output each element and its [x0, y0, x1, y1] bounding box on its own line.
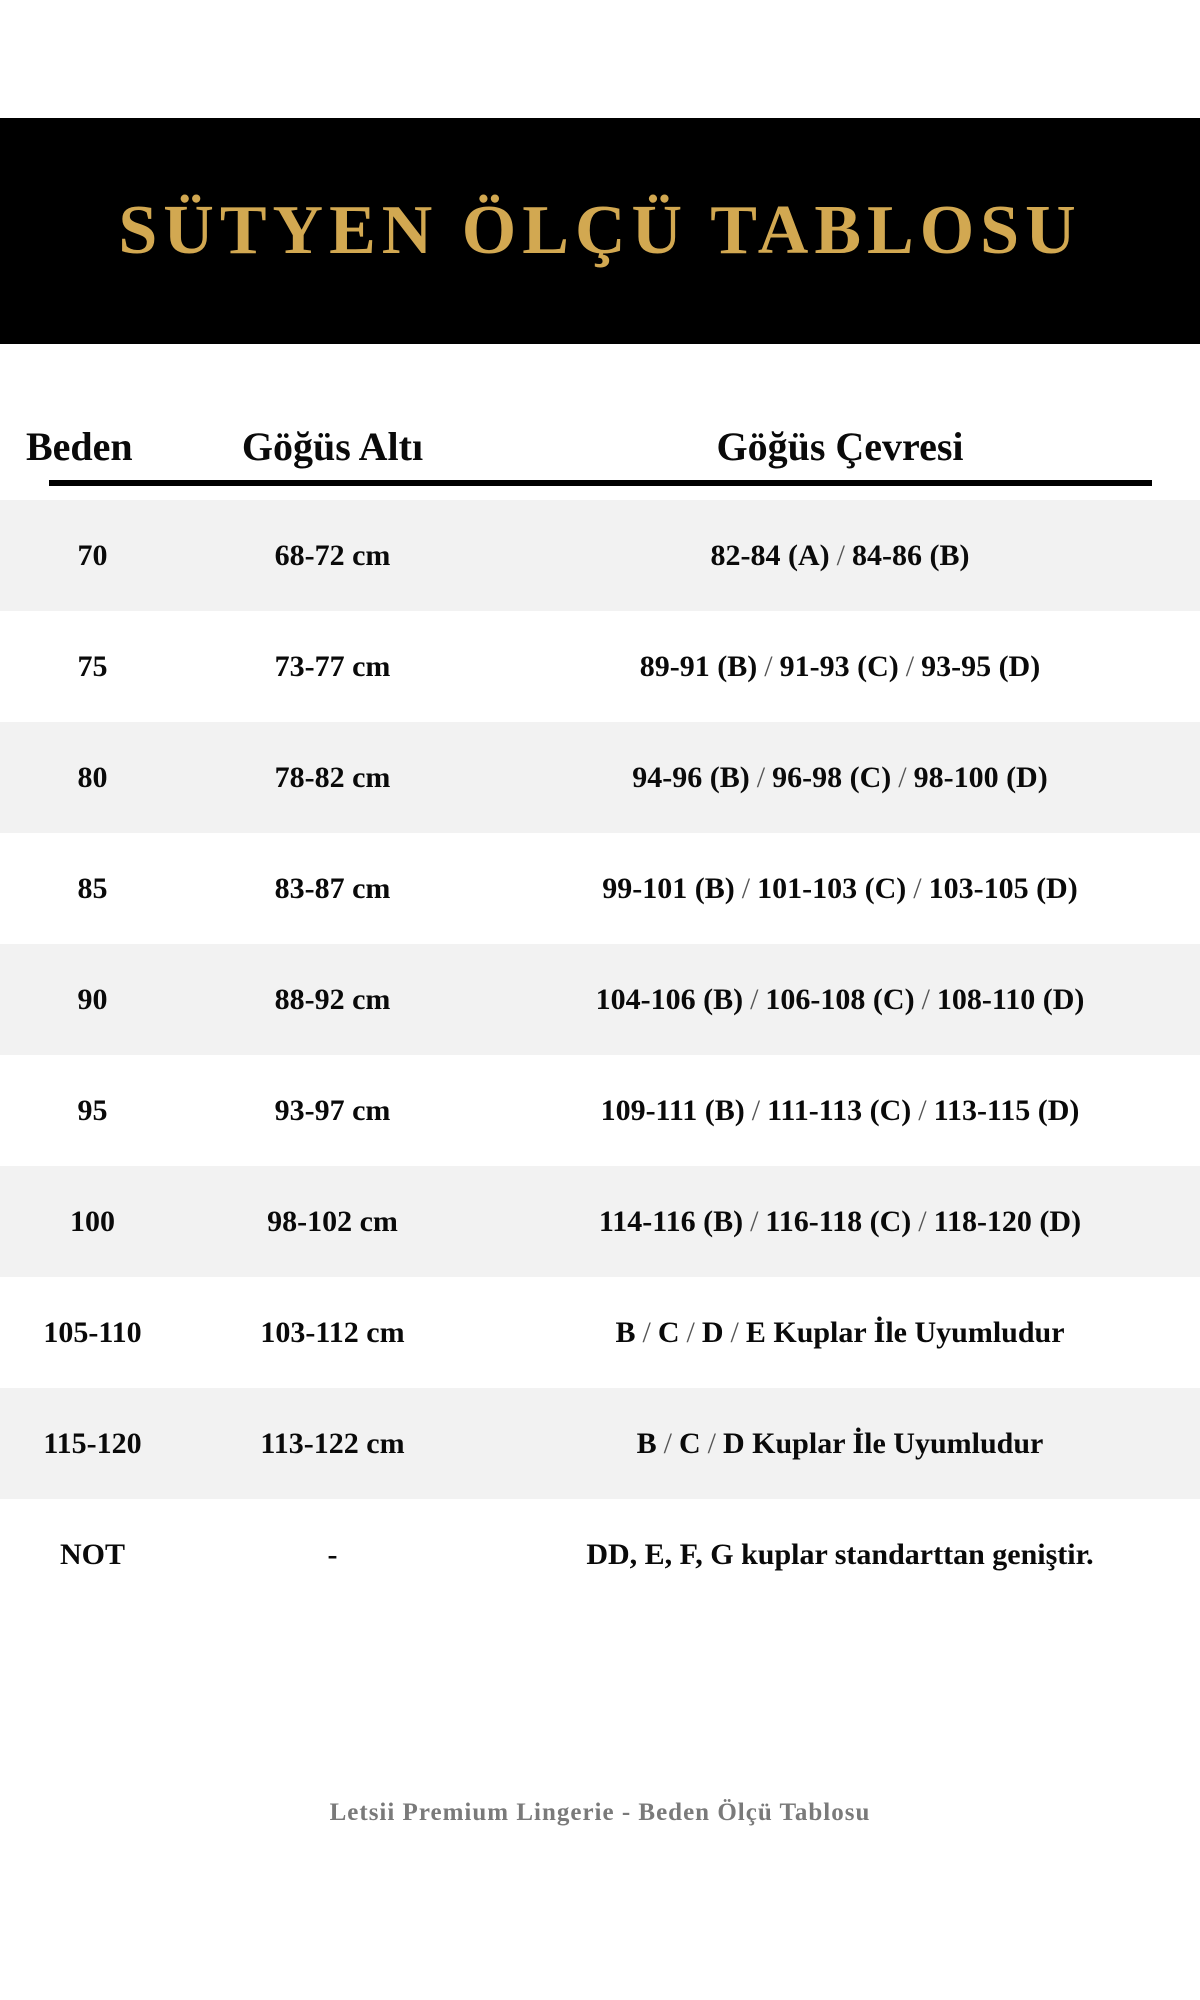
- table-row: [0, 944, 1200, 1055]
- cell-gogus-cevresi: B / C / D Kuplar İle Uyumludur: [636, 1426, 1044, 1460]
- cell-gogus-alti: -: [327, 1537, 338, 1571]
- cell-beden: 90: [77, 982, 108, 1016]
- cell-beden: 100: [70, 1204, 115, 1238]
- cell-beden: 85: [77, 871, 108, 905]
- cell-beden: 95: [77, 1093, 108, 1127]
- column-header-gogus-alti: Göğüs Altı: [241, 424, 424, 469]
- footer-caption: Letsii Premium Lingerie - Beden Ölçü Tablosu: [329, 1799, 871, 1826]
- table-row: [0, 500, 1200, 611]
- cell-beden: 80: [77, 760, 108, 794]
- cell-gogus-cevresi: 109-111 (B) / 111-113 (C) / 113-115 (D): [600, 1093, 1080, 1127]
- header-underline: [49, 480, 1152, 486]
- table-row: [0, 611, 1200, 722]
- cell-beden: 70: [77, 538, 108, 572]
- cell-gogus-alti: 93-97 cm: [274, 1093, 391, 1127]
- cell-beden: 75: [77, 649, 108, 683]
- cell-gogus-alti: 78-82 cm: [274, 760, 391, 794]
- table-row: [0, 1055, 1200, 1166]
- table-row: [0, 1166, 1200, 1277]
- cell-gogus-alti: 68-72 cm: [274, 538, 391, 572]
- size-table: [0, 344, 1200, 1610]
- cell-gogus-alti: 73-77 cm: [274, 649, 391, 683]
- cell-beden: 105-110: [43, 1315, 142, 1349]
- column-header-beden: Beden: [26, 424, 133, 469]
- page-title: SÜTYEN ÖLÇÜ TABLOSU: [118, 192, 1082, 269]
- column-header-gogus-cevresi: Göğüs Çevresi: [716, 424, 964, 469]
- cell-gogus-cevresi: 114-116 (B) / 116-118 (C) / 118-120 (D): [598, 1204, 1082, 1238]
- cell-gogus-cevresi: DD, E, F, G kuplar standarttan geniştir.: [586, 1537, 1094, 1571]
- cell-beden: NOT: [59, 1537, 125, 1571]
- cell-gogus-cevresi: 82-84 (A) / 84-86 (B): [710, 538, 970, 572]
- cell-gogus-cevresi: 99-101 (B) / 101-103 (C) / 103-105 (D): [602, 871, 1078, 905]
- table-row: [0, 722, 1200, 833]
- table-body: [0, 500, 1200, 1610]
- top-whitespace: [0, 0, 1200, 118]
- table-row: [0, 833, 1200, 944]
- cell-beden: 115-120: [43, 1426, 142, 1460]
- cell-gogus-cevresi: 94-96 (B) / 96-98 (C) / 98-100 (D): [632, 760, 1048, 794]
- cell-gogus-alti: 103-112 cm: [260, 1315, 405, 1349]
- table-row: [0, 1277, 1200, 1388]
- table-header-row: [0, 344, 1200, 470]
- cell-gogus-cevresi: 104-106 (B) / 106-108 (C) / 108-110 (D): [595, 982, 1085, 1016]
- cell-gogus-alti: 113-122 cm: [260, 1426, 405, 1460]
- table-row: [0, 1388, 1200, 1499]
- cell-gogus-cevresi: 89-91 (B) / 91-93 (C) / 93-95 (D): [639, 649, 1041, 683]
- cell-gogus-cevresi: B / C / D / E Kuplar İle Uyumludur: [615, 1315, 1065, 1349]
- title-banner: [0, 118, 1200, 344]
- cell-gogus-alti: 83-87 cm: [274, 871, 391, 905]
- cell-gogus-alti: 88-92 cm: [274, 982, 391, 1016]
- table-row: [0, 1499, 1200, 1610]
- cell-gogus-alti: 98-102 cm: [267, 1204, 398, 1238]
